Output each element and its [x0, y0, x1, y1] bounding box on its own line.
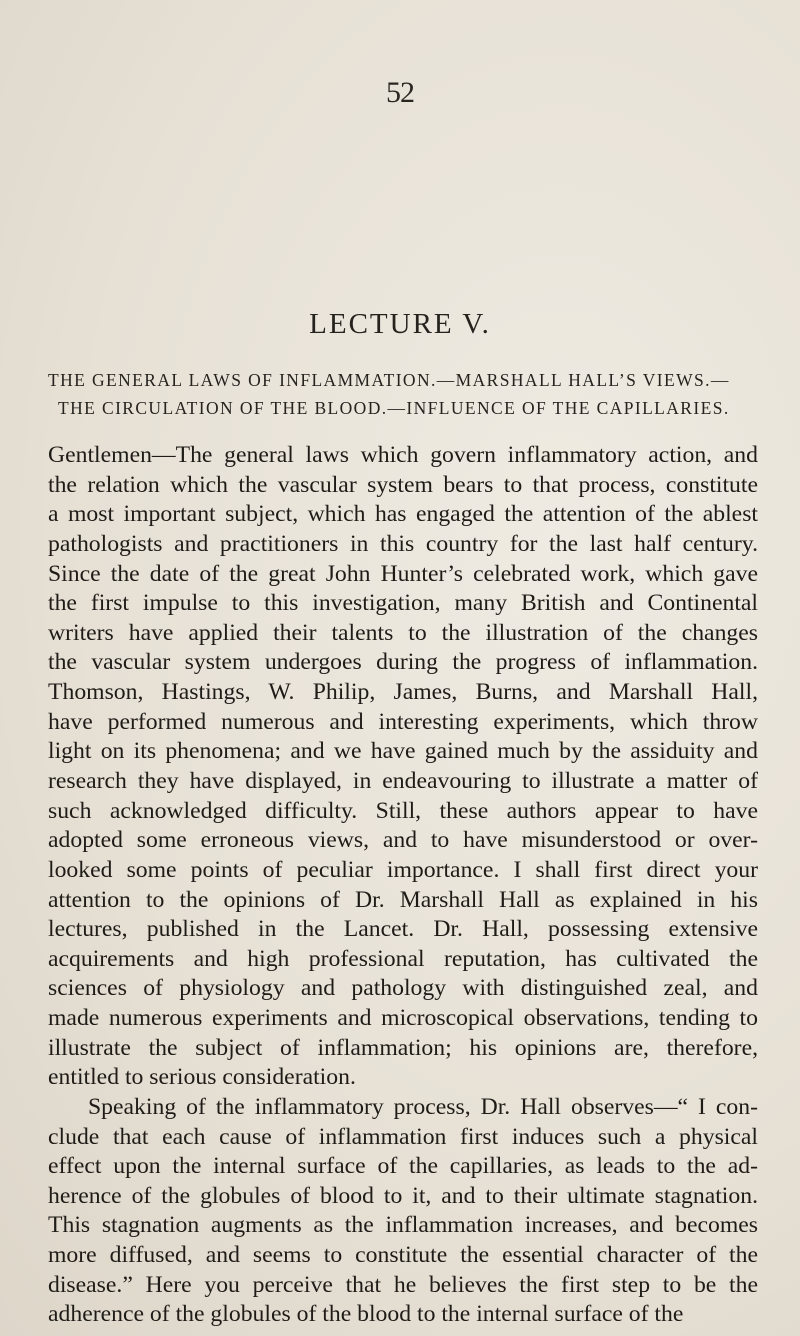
text-line: looked some points of peculiar importance. I shall first direct your [48, 856, 758, 883]
text-line: Speaking of the inflammatory process, Dr. Hall observes—“ I con- [88, 1093, 758, 1120]
text-line: the first impulse to this investigation, many British and Continental [48, 590, 758, 617]
lecture-subtitle-line: THE CIRCULATION OF THE BLOOD.—INFLUENCE OF THE CAPILLARIES. [58, 398, 730, 418]
text-line: disease.” Here you perceive that he believes the first step to be the [48, 1271, 758, 1298]
text-line: entitled to serious consideration. [48, 1064, 356, 1091]
text-line: have performed numerous and interesting experiments, which throw [48, 708, 758, 735]
text-line: the vascular system undergoes during the progress of inflammation. [48, 649, 758, 676]
text-line: the relation which the vascular system bears to that process, constitute [48, 471, 758, 498]
text-line: a most important subject, which has engaged the attention of the ablest [48, 501, 758, 528]
text-line: Since the date of the great John Hunter’s celebrated work, which gave [48, 560, 758, 587]
lecture-title: LECTURE V. [309, 308, 491, 340]
text-line: clude that each cause of inflammation first induces such a physical [48, 1123, 758, 1150]
lecture-subtitle-line: THE GENERAL LAWS OF INFLAMMATION.—MARSHALL HALL’S VIEWS.— [48, 370, 730, 390]
text-line: lectures, published in the Lancet. Dr. Hall, possessing extensive [48, 916, 758, 943]
text-line: Thomson, Hastings, W. Philip, James, Burns, and Marshall Hall, [48, 679, 758, 706]
text-line: pathologists and practitioners in this country for the last half century. [48, 530, 758, 557]
text-line: Gentlemen—The general laws which govern inflammatory action, and [48, 442, 758, 468]
text-line: effect upon the internal surface of the capillaries, as leads to the ad- [48, 1153, 758, 1180]
text-line: illustrate the subject of inflammation; his opinions are, therefore, [48, 1034, 758, 1061]
text-line: acquirements and high professional reputation, has cultivated the [48, 945, 758, 972]
text-line: light on its phenomena; and we have gained much by the assiduity and [48, 738, 758, 765]
text-line: adopted some erroneous views, and to have misunderstood or over- [48, 827, 758, 854]
page-number: 52 [386, 76, 414, 109]
text-line: This stagnation augments as the inflammation increases, and becomes [48, 1212, 758, 1239]
text-line: made numerous experiments and microscopical observations, tending to [48, 1005, 758, 1032]
text-line: sciences of physiology and pathology with distinguished zeal, and [48, 975, 758, 1002]
text-line: herence of the globules of blood to it, and to their ultimate stagnation. [48, 1182, 758, 1209]
text-line: more diffused, and seems to constitute the essential character of the [48, 1242, 758, 1269]
text-line: writers have applied their talents to the illustration of the changes [48, 619, 758, 646]
text-line: adherence of the globules of the blood to the internal surface of the [48, 1301, 684, 1328]
text-line: such acknowledged difficulty. Still, these authors appear to have [48, 797, 758, 824]
text-line: research they have displayed, in endeavouring to illustrate a matter of [48, 767, 758, 794]
text-line: attention to the opinions of Dr. Marshall Hall as explained in his [48, 886, 758, 913]
